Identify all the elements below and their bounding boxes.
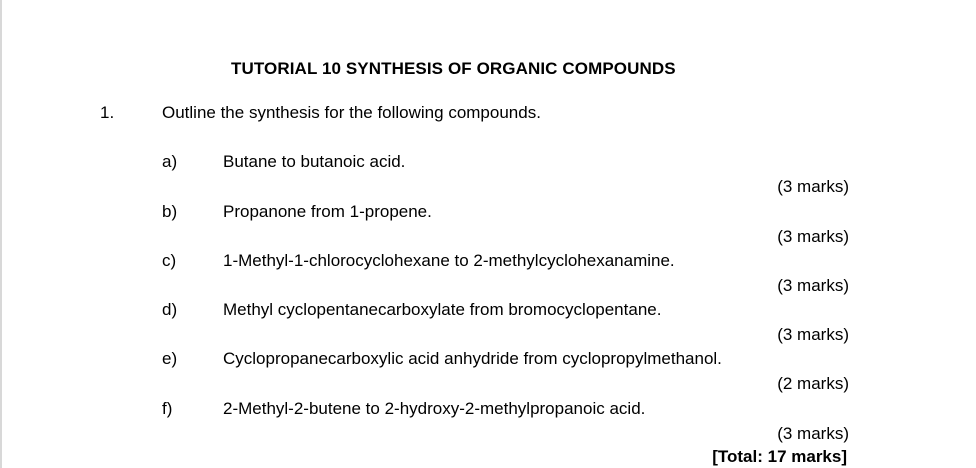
part-text-b: Propanone from 1-propene. — [223, 202, 432, 221]
part-text-a: Butane to butanoic acid. — [223, 152, 406, 171]
question-number: 1. — [100, 103, 115, 122]
part-text-f: 2-Methyl-2-butene to 2-hydroxy-2-methylpropanoic acid. — [223, 399, 646, 418]
total-marks: [Total: 17 marks] — [712, 447, 847, 466]
part-marks-c: (3 marks) — [777, 276, 849, 295]
part-letter-d: d) — [162, 300, 178, 319]
page-edge-divider — [0, 0, 2, 468]
part-text-d: Methyl cyclopentanecarboxylate from bromocyclopentane. — [223, 300, 662, 319]
part-letter-b: b) — [162, 202, 178, 221]
part-letter-c: c) — [162, 251, 177, 270]
part-text-c: 1-Methyl-1-chlorocyclohexane to 2-methylcyclohexanamine. — [223, 251, 675, 270]
part-letter-e: e) — [162, 349, 178, 368]
part-marks-d: (3 marks) — [777, 325, 849, 344]
part-letter-a: a) — [162, 152, 178, 171]
question-text: Outline the synthesis for the following compounds. — [162, 103, 541, 122]
part-marks-a: (3 marks) — [777, 177, 849, 196]
part-marks-f: (3 marks) — [777, 424, 849, 443]
tutorial-title: TUTORIAL 10 SYNTHESIS OF ORGANIC COMPOUNDS — [231, 59, 676, 78]
part-letter-f: f) — [162, 399, 173, 418]
part-text-e: Cyclopropanecarboxylic acid anhydride from cyclopropylmethanol. — [223, 349, 722, 368]
part-marks-e: (2 marks) — [777, 374, 849, 393]
part-marks-b: (3 marks) — [777, 227, 849, 246]
